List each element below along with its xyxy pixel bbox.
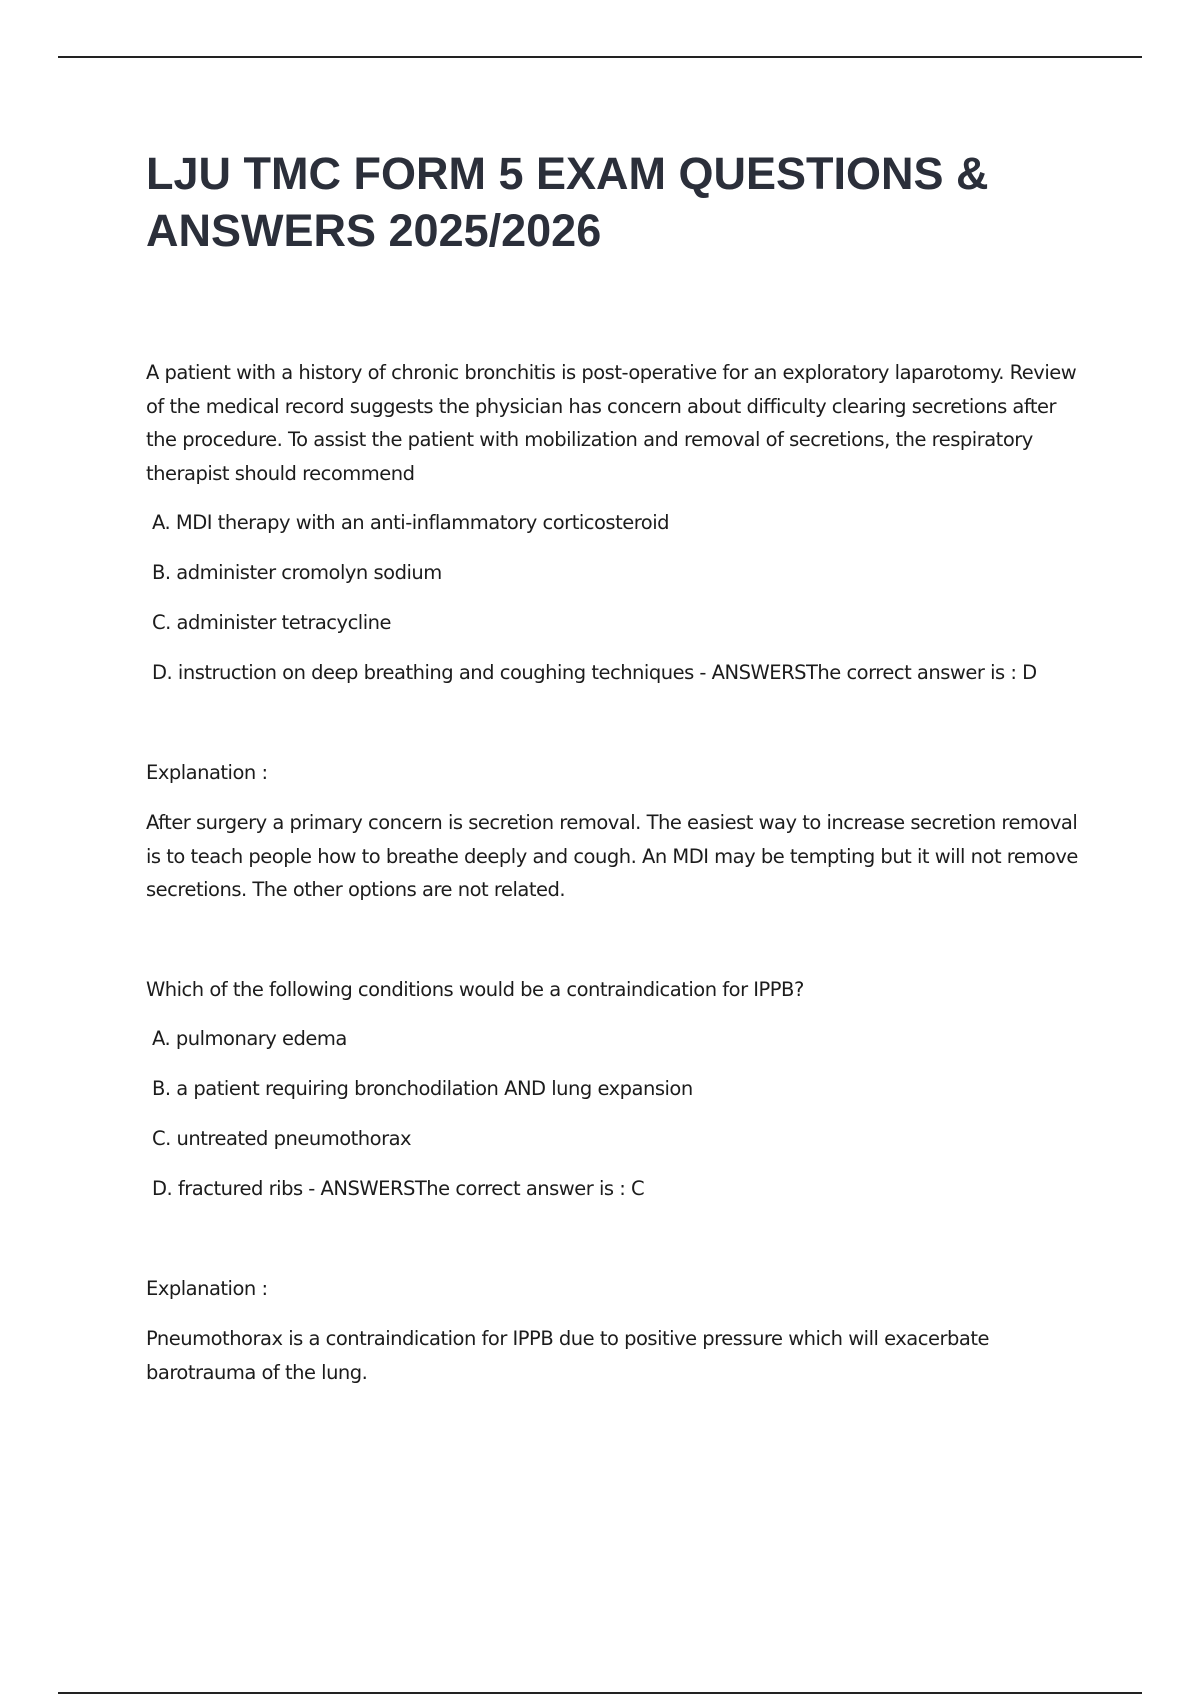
answer-option: C. administer tetracycline xyxy=(152,611,391,634)
answer-option: B. a patient requiring bronchodilation AND lung expansion xyxy=(152,1077,693,1100)
explanation-text: After surgery a primary concern is secretion removal. The easiest way to increase secretion removal is to teach people how to breathe deeply and cough. An MDI may be tempting but it will not remove secretions. The other options are not related. xyxy=(146,811,1078,901)
explanation-text: Pneumothorax is a contraindication for IPPB due to positive pressure which will exacerbate barotrauma of the lung. xyxy=(146,1327,989,1384)
question-stem: A patient with a history of chronic bronchitis is post-operative for an exploratory laparotomy. Review of the medical record suggests the physician has concern about difficulty clearing secretions after the procedure. To assist the patient with mobilization and removal of secretions, the respiratory therapist should recommend xyxy=(146,361,1077,485)
answer-options xyxy=(146,506,1086,690)
answer-option: D. instruction on deep breathing and coughing techniques - ANSWERSThe correct answer is : D xyxy=(152,661,1037,684)
answer-options xyxy=(146,1022,1086,1206)
explanation-label: Explanation : xyxy=(146,761,268,784)
answer-option: A. MDI therapy with an anti-inflammatory corticosteroid xyxy=(152,511,670,534)
question-block xyxy=(146,973,1086,1390)
answer-option: B. administer cromolyn sodium xyxy=(152,561,442,584)
question-block xyxy=(146,356,1086,907)
footer-rule xyxy=(58,1692,1142,1694)
answer-option: A. pulmonary edema xyxy=(152,1027,347,1050)
document-title: LJU TMC FORM 5 EXAM QUESTIONS & ANSWERS 2025/2026 xyxy=(146,148,989,256)
question-list xyxy=(146,356,1086,1389)
question-stem: Which of the following conditions would be a contraindication for IPPB? xyxy=(146,977,804,1001)
answer-option: C. untreated pneumothorax xyxy=(152,1127,412,1150)
header-rule xyxy=(58,56,1142,58)
explanation-label: Explanation : xyxy=(146,1277,268,1300)
answer-option: D. fractured ribs - ANSWERSThe correct answer is : C xyxy=(152,1177,645,1200)
